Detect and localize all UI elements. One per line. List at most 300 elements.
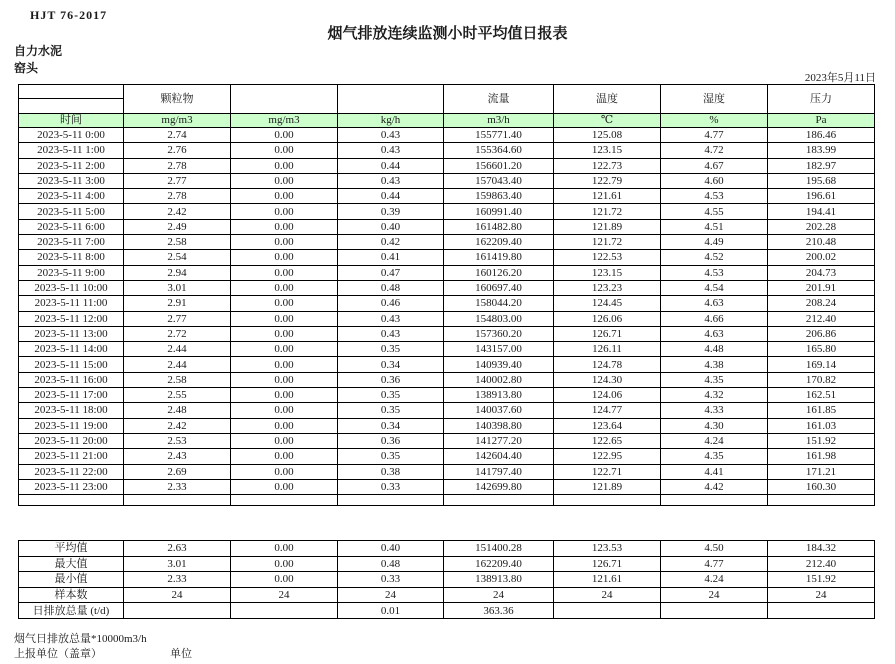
row-label-cell: 平均值 [19, 541, 124, 557]
col-header-flow: 流量 [444, 85, 554, 114]
value-cell: 24 [661, 587, 768, 603]
value-cell: 0.00 [231, 219, 338, 234]
table-row [19, 158, 875, 173]
row-label-cell: 2023-5-11 10:00 [19, 280, 124, 295]
value-cell: 208.24 [768, 296, 875, 311]
value-cell: 140939.40 [444, 357, 554, 372]
station-name: 窑头 [14, 61, 39, 75]
value-cell: 0.00 [231, 311, 338, 326]
value-cell: 4.33 [661, 403, 768, 418]
value-cell: 2.91 [124, 296, 231, 311]
row-label-cell: 2023-5-11 5:00 [19, 204, 124, 219]
time-column-header: 时间 [19, 114, 124, 128]
value-cell: 4.42 [661, 479, 768, 494]
value-cell: 0.00 [231, 158, 338, 173]
main-data-table [18, 84, 875, 506]
unit-percent: % [661, 114, 768, 128]
value-cell: 0.35 [338, 449, 444, 464]
row-label-cell: 2023-5-11 16:00 [19, 372, 124, 387]
col-header-particulate: 颗粒物 [124, 85, 231, 114]
value-cell: 2.58 [124, 235, 231, 250]
value-cell: 124.77 [554, 403, 661, 418]
value-cell: 0.00 [231, 479, 338, 494]
value-cell: 0.00 [231, 235, 338, 250]
value-cell: 121.61 [554, 572, 661, 588]
value-cell: 0.00 [231, 388, 338, 403]
value-cell: 151.92 [768, 572, 875, 588]
table-row [19, 433, 875, 448]
value-cell: 0.00 [231, 265, 338, 280]
value-cell: 195.68 [768, 173, 875, 188]
value-cell: 2.58 [124, 372, 231, 387]
value-cell: 162209.40 [444, 235, 554, 250]
row-label-cell: 2023-5-11 11:00 [19, 296, 124, 311]
row-label-cell: 2023-5-11 7:00 [19, 235, 124, 250]
row-label-cell: 2023-5-11 23:00 [19, 479, 124, 494]
value-cell: 0.00 [231, 296, 338, 311]
value-cell: 0.01 [338, 603, 444, 619]
value-cell: 194.41 [768, 204, 875, 219]
value-cell: 125.08 [554, 128, 661, 143]
table-row [19, 418, 875, 433]
value-cell: 161.03 [768, 418, 875, 433]
table-row [19, 311, 875, 326]
main-table-body [19, 128, 875, 506]
value-cell: 2.44 [124, 357, 231, 372]
value-cell: 2.54 [124, 250, 231, 265]
table-row [19, 296, 875, 311]
table-row [19, 388, 875, 403]
value-cell: 171.21 [768, 464, 875, 479]
value-cell: 141797.40 [444, 464, 554, 479]
value-cell: 0.00 [231, 128, 338, 143]
empty-cell [554, 495, 661, 506]
value-cell: 160991.40 [444, 204, 554, 219]
value-cell: 2.49 [124, 219, 231, 234]
value-cell: 4.35 [661, 372, 768, 387]
empty-cell [231, 495, 338, 506]
value-cell: 160697.40 [444, 280, 554, 295]
table-row [19, 128, 875, 143]
value-cell: 0.00 [231, 250, 338, 265]
value-cell: 124.06 [554, 388, 661, 403]
empty-cell [338, 495, 444, 506]
value-cell: 183.99 [768, 143, 875, 158]
value-cell: 200.02 [768, 250, 875, 265]
value-cell: 4.63 [661, 326, 768, 341]
value-cell: 0.00 [231, 433, 338, 448]
value-cell: 4.30 [661, 418, 768, 433]
value-cell: 0.36 [338, 372, 444, 387]
corner-cell [19, 85, 124, 114]
value-cell: 155771.40 [444, 128, 554, 143]
value-cell: 4.54 [661, 280, 768, 295]
value-cell: 212.40 [768, 556, 875, 572]
value-cell: 2.43 [124, 449, 231, 464]
value-cell: 0.00 [231, 280, 338, 295]
unit-celsius: ℃ [554, 114, 661, 128]
table-row [19, 342, 875, 357]
report-date: 2023年5月11日 [804, 72, 876, 84]
value-cell: 2.53 [124, 433, 231, 448]
value-cell: 0.43 [338, 173, 444, 188]
value-cell: 210.48 [768, 235, 875, 250]
value-cell: 0.00 [231, 342, 338, 357]
unit-m3h: m3/h [444, 114, 554, 128]
unit-pa: Pa [768, 114, 875, 128]
row-label-cell: 最小值 [19, 572, 124, 588]
value-cell: 122.53 [554, 250, 661, 265]
summary-row [19, 603, 875, 619]
summary-table [18, 540, 875, 619]
value-cell: 4.72 [661, 143, 768, 158]
value-cell: 0.00 [231, 541, 338, 557]
footer-note: 烟气日排放总量*10000m3/h [14, 633, 147, 645]
value-cell: 4.41 [661, 464, 768, 479]
value-cell: 0.00 [231, 357, 338, 372]
unit-mgm3-1: mg/m3 [124, 114, 231, 128]
value-cell: 4.24 [661, 572, 768, 588]
table-row [19, 189, 875, 204]
row-label-cell: 2023-5-11 15:00 [19, 357, 124, 372]
value-cell: 212.40 [768, 311, 875, 326]
value-cell: 159863.40 [444, 189, 554, 204]
col-header-temperature: 温度 [554, 85, 661, 114]
value-cell: 169.14 [768, 357, 875, 372]
value-cell: 4.53 [661, 189, 768, 204]
value-cell: 4.51 [661, 219, 768, 234]
value-cell: 2.94 [124, 265, 231, 280]
table-row [19, 326, 875, 341]
value-cell: 123.15 [554, 265, 661, 280]
row-label-cell: 2023-5-11 8:00 [19, 250, 124, 265]
value-cell: 363.36 [444, 603, 554, 619]
col-header-pressure: 压力 [768, 85, 875, 114]
summary-row [19, 572, 875, 588]
value-cell: 24 [231, 587, 338, 603]
table-row [19, 464, 875, 479]
value-cell: 0.43 [338, 143, 444, 158]
value-cell: 202.28 [768, 219, 875, 234]
value-cell: 24 [444, 587, 554, 603]
value-cell: 0.00 [231, 403, 338, 418]
value-cell: 124.30 [554, 372, 661, 387]
value-cell: 2.78 [124, 158, 231, 173]
value-cell: 0.00 [231, 449, 338, 464]
value-cell: 4.24 [661, 433, 768, 448]
table-row [19, 143, 875, 158]
value-cell: 151.92 [768, 433, 875, 448]
empty-cell [124, 495, 231, 506]
value-cell: 0.48 [338, 556, 444, 572]
col-header-blank-2 [338, 85, 444, 114]
doc-code: HJT 76-2017 [30, 8, 108, 22]
report-unit-label: 上报单位（盖章） [14, 648, 102, 660]
value-cell: 4.77 [661, 556, 768, 572]
value-cell: 0.00 [231, 572, 338, 588]
value-cell: 0.34 [338, 418, 444, 433]
summary-row [19, 541, 875, 557]
value-cell: 121.89 [554, 479, 661, 494]
value-cell: 126.06 [554, 311, 661, 326]
row-label-cell: 2023-5-11 6:00 [19, 219, 124, 234]
value-cell: 4.67 [661, 158, 768, 173]
table-row [19, 449, 875, 464]
group-header-row [19, 85, 875, 114]
value-cell: 24 [124, 587, 231, 603]
value-cell: 182.97 [768, 158, 875, 173]
row-label-cell: 2023-5-11 19:00 [19, 418, 124, 433]
value-cell: 24 [338, 587, 444, 603]
table-row [19, 235, 875, 250]
value-cell: 126.71 [554, 556, 661, 572]
value-cell: 161.85 [768, 403, 875, 418]
corner-cell-bottom [19, 99, 123, 113]
value-cell: 0.47 [338, 265, 444, 280]
value-cell: 2.33 [124, 479, 231, 494]
value-cell: 121.72 [554, 204, 661, 219]
value-cell: 184.32 [768, 541, 875, 557]
value-cell: 2.44 [124, 342, 231, 357]
unit-mgm3-2: mg/m3 [231, 114, 338, 128]
value-cell: 2.48 [124, 403, 231, 418]
value-cell: 122.71 [554, 464, 661, 479]
value-cell: 2.72 [124, 326, 231, 341]
value-cell: 4.77 [661, 128, 768, 143]
company-name: 自力水泥 [14, 44, 63, 58]
row-label-cell: 2023-5-11 3:00 [19, 173, 124, 188]
row-label-cell: 2023-5-11 17:00 [19, 388, 124, 403]
table-row [19, 357, 875, 372]
value-cell: 138913.80 [444, 388, 554, 403]
value-cell: 24 [768, 587, 875, 603]
value-cell: 165.80 [768, 342, 875, 357]
value-cell: 0.35 [338, 388, 444, 403]
value-cell: 156601.20 [444, 158, 554, 173]
value-cell: 186.46 [768, 128, 875, 143]
value-cell: 3.01 [124, 556, 231, 572]
value-cell: 0.00 [231, 173, 338, 188]
value-cell: 0.00 [231, 556, 338, 572]
unit-kgh: kg/h [338, 114, 444, 128]
row-label-cell: 2023-5-11 12:00 [19, 311, 124, 326]
value-cell: 2.74 [124, 128, 231, 143]
value-cell: 0.33 [338, 479, 444, 494]
value-cell: 0.39 [338, 204, 444, 219]
value-cell: 0.44 [338, 189, 444, 204]
value-cell: 0.36 [338, 433, 444, 448]
value-cell: 196.61 [768, 189, 875, 204]
summary-table-body [19, 541, 875, 619]
value-cell: 121.61 [554, 189, 661, 204]
table-row [19, 265, 875, 280]
value-cell: 0.43 [338, 311, 444, 326]
row-label-cell: 2023-5-11 22:00 [19, 464, 124, 479]
page-title: 烟气排放连续监测小时平均值日报表 [327, 26, 568, 42]
unit-header-row [19, 114, 875, 128]
summary-row [19, 587, 875, 603]
value-cell: 0.35 [338, 342, 444, 357]
col-header-humidity: 湿度 [661, 85, 768, 114]
value-cell: 170.82 [768, 372, 875, 387]
table-row [19, 204, 875, 219]
value-cell: 140398.80 [444, 418, 554, 433]
empty-cell [661, 495, 768, 506]
value-cell: 126.11 [554, 342, 661, 357]
value-cell: 162209.40 [444, 556, 554, 572]
value-cell [768, 603, 875, 619]
value-cell: 2.55 [124, 388, 231, 403]
value-cell: 161482.80 [444, 219, 554, 234]
value-cell: 24 [554, 587, 661, 603]
value-cell: 0.40 [338, 541, 444, 557]
value-cell: 4.35 [661, 449, 768, 464]
row-label-cell: 2023-5-11 14:00 [19, 342, 124, 357]
value-cell: 2.42 [124, 204, 231, 219]
value-cell: 0.00 [231, 189, 338, 204]
value-cell: 4.49 [661, 235, 768, 250]
table-row [19, 173, 875, 188]
value-cell: 0.34 [338, 357, 444, 372]
value-cell: 140037.60 [444, 403, 554, 418]
empty-cell [768, 495, 875, 506]
row-label-cell: 最大值 [19, 556, 124, 572]
value-cell: 0.00 [231, 372, 338, 387]
value-cell: 0.33 [338, 572, 444, 588]
value-cell: 2.33 [124, 572, 231, 588]
value-cell: 0.00 [231, 143, 338, 158]
value-cell: 155364.60 [444, 143, 554, 158]
value-cell: 121.89 [554, 219, 661, 234]
value-cell: 122.73 [554, 158, 661, 173]
value-cell: 142604.40 [444, 449, 554, 464]
value-cell: 161.98 [768, 449, 875, 464]
corner-cell-top [19, 85, 123, 99]
value-cell: 157043.40 [444, 173, 554, 188]
value-cell: 122.65 [554, 433, 661, 448]
row-label-cell: 2023-5-11 13:00 [19, 326, 124, 341]
value-cell: 2.42 [124, 418, 231, 433]
value-cell: 4.63 [661, 296, 768, 311]
value-cell: 0.00 [231, 464, 338, 479]
value-cell: 4.52 [661, 250, 768, 265]
value-cell [554, 603, 661, 619]
value-cell: 2.77 [124, 173, 231, 188]
value-cell: 157360.20 [444, 326, 554, 341]
value-cell: 4.60 [661, 173, 768, 188]
row-label-cell: 样本数 [19, 587, 124, 603]
value-cell: 0.40 [338, 219, 444, 234]
value-cell [661, 603, 768, 619]
table-row [19, 219, 875, 234]
value-cell: 2.63 [124, 541, 231, 557]
value-cell: 162.51 [768, 388, 875, 403]
value-cell: 0.38 [338, 464, 444, 479]
value-cell: 0.35 [338, 403, 444, 418]
spacer-row [19, 495, 875, 506]
value-cell: 4.50 [661, 541, 768, 557]
value-cell [124, 603, 231, 619]
value-cell: 204.73 [768, 265, 875, 280]
value-cell: 0.00 [231, 204, 338, 219]
row-label-cell: 2023-5-11 18:00 [19, 403, 124, 418]
value-cell: 4.32 [661, 388, 768, 403]
value-cell: 4.48 [661, 342, 768, 357]
row-label-cell: 2023-5-11 21:00 [19, 449, 124, 464]
value-cell: 0.46 [338, 296, 444, 311]
table-row [19, 479, 875, 494]
value-cell: 0.42 [338, 235, 444, 250]
value-cell: 158044.20 [444, 296, 554, 311]
value-cell: 4.38 [661, 357, 768, 372]
value-cell: 2.78 [124, 189, 231, 204]
value-cell [231, 603, 338, 619]
col-header-blank-1 [231, 85, 338, 114]
row-label-cell: 2023-5-11 4:00 [19, 189, 124, 204]
value-cell: 161419.80 [444, 250, 554, 265]
value-cell: 2.77 [124, 311, 231, 326]
value-cell: 121.72 [554, 235, 661, 250]
value-cell: 0.00 [231, 326, 338, 341]
value-cell: 122.95 [554, 449, 661, 464]
value-cell: 2.76 [124, 143, 231, 158]
value-cell: 0.41 [338, 250, 444, 265]
value-cell: 138913.80 [444, 572, 554, 588]
value-cell: 206.86 [768, 326, 875, 341]
value-cell: 0.43 [338, 326, 444, 341]
table-row [19, 250, 875, 265]
value-cell: 201.91 [768, 280, 875, 295]
table-row [19, 280, 875, 295]
value-cell: 0.44 [338, 158, 444, 173]
value-cell: 140002.80 [444, 372, 554, 387]
value-cell: 122.79 [554, 173, 661, 188]
empty-cell [444, 495, 554, 506]
value-cell: 0.43 [338, 128, 444, 143]
value-cell: 4.53 [661, 265, 768, 280]
value-cell: 123.53 [554, 541, 661, 557]
value-cell: 0.48 [338, 280, 444, 295]
value-cell: 3.01 [124, 280, 231, 295]
row-label-cell: 日排放总量 (t/d) [19, 603, 124, 619]
row-label-cell: 2023-5-11 1:00 [19, 143, 124, 158]
value-cell: 141277.20 [444, 433, 554, 448]
row-label-cell: 2023-5-11 20:00 [19, 433, 124, 448]
value-cell: 124.78 [554, 357, 661, 372]
value-cell: 124.45 [554, 296, 661, 311]
value-cell: 123.15 [554, 143, 661, 158]
value-cell: 142699.80 [444, 479, 554, 494]
row-label-cell: 2023-5-11 0:00 [19, 128, 124, 143]
unit-label: 单位 [170, 648, 192, 660]
value-cell: 126.71 [554, 326, 661, 341]
value-cell: 151400.28 [444, 541, 554, 557]
value-cell: 154803.00 [444, 311, 554, 326]
value-cell: 143157.00 [444, 342, 554, 357]
empty-cell [19, 495, 124, 506]
table-row [19, 403, 875, 418]
value-cell: 4.66 [661, 311, 768, 326]
value-cell: 4.55 [661, 204, 768, 219]
row-label-cell: 2023-5-11 2:00 [19, 158, 124, 173]
row-label-cell: 2023-5-11 9:00 [19, 265, 124, 280]
value-cell: 123.64 [554, 418, 661, 433]
value-cell: 2.69 [124, 464, 231, 479]
value-cell: 0.00 [231, 418, 338, 433]
table-row [19, 372, 875, 387]
value-cell: 123.23 [554, 280, 661, 295]
value-cell: 160126.20 [444, 265, 554, 280]
